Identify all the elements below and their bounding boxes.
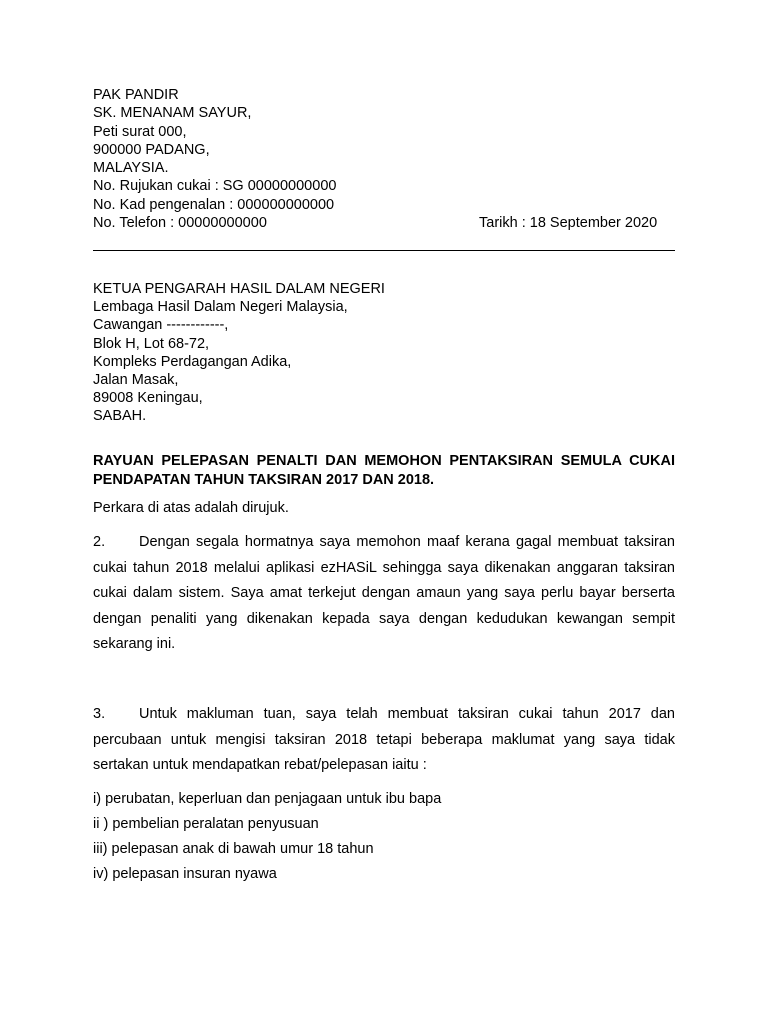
sender-postcode-city: 900000 PADANG, — [93, 141, 210, 158]
sender-ic-no: No. Kad pengenalan : 000000000000 — [93, 196, 335, 213]
recipient-block: Blok H, Lot 68-72, — [93, 335, 210, 352]
list-item: iii) pelepasan anak di bawah umur 18 tahun — [93, 841, 374, 857]
paragraph-3 — [93, 702, 675, 779]
recipient-agency: Lembaga Hasil Dalam Negeri Malaysia, — [93, 299, 348, 316]
sender-tax-ref: No. Rujukan cukai : SG 00000000000 — [93, 178, 337, 195]
sender-school: SK. MENANAM SAYUR, — [93, 105, 252, 122]
header-divider — [93, 250, 675, 251]
recipient-street: Jalan Masak, — [93, 371, 179, 388]
sender-name: PAK PANDIR — [93, 87, 179, 103]
paragraph-number: 2. — [93, 534, 106, 550]
recipient-branch: Cawangan ------------, — [93, 317, 229, 334]
sender-country: MALAYSIA. — [93, 160, 169, 177]
sender-phone: No. Telefon : 00000000000 — [93, 215, 267, 232]
paragraph-number: 3. — [93, 706, 106, 722]
sender-phone-row — [93, 214, 675, 232]
letter-subject: RAYUAN PELEPASAN PENALTI DAN MEMOHON PENTAKSIRAN SEMULA CUKAI PENDAPATAN TAHUN TAKSIRAN 2017 DAN 2018. — [93, 453, 675, 488]
recipient-complex: Kompleks Perdagangan Adika, — [93, 353, 292, 370]
paragraph-text: Dengan segala hormatnya saya memohon maaf kerana gagal membuat taksiran cukai tahun 2018 melalui aplikasi ezHASiL sehingga saya dikenakan anggaran taksiran cukai dalam sistem. Saya amat terkejut dengan amaun yang saya perlu bayar berserta dengan penaliti yang dikenakan kepada saya dengan kedudukan kewangan sempit sekarang ini. — [93, 534, 675, 652]
paragraph-2 — [93, 530, 675, 658]
recipient-state: SABAH. — [93, 408, 147, 425]
list-item: i) perubatan, keperluan dan penjagaan untuk ibu bapa — [93, 791, 442, 807]
recipient-address-block — [93, 280, 675, 426]
list-item: ii ) pembelian peralatan penyusuan — [93, 816, 319, 832]
letter-date: Tarikh : 18 September 2020 — [479, 215, 658, 232]
recipient-postcode-city: 89008 Keningau, — [93, 390, 203, 407]
list-item: iv) pelepasan insuran nyawa — [93, 866, 277, 882]
relief-list — [93, 787, 675, 887]
sender-address-block — [93, 86, 675, 232]
reference-line: Perkara di atas adalah dirujuk. — [93, 500, 289, 516]
paragraph-text: Untuk makluman tuan, saya telah membuat taksiran cukai tahun 2017 dan percubaan untuk mengisi taksiran 2018 tetapi beberapa maklumat yang saya tidak sertakan untuk mendapatkan rebat/pelepasan iaitu : — [93, 706, 675, 773]
sender-po-box: Peti surat 000, — [93, 123, 187, 140]
recipient-title: KETUA PENGARAH HASIL DALAM NEGERI — [93, 281, 385, 297]
